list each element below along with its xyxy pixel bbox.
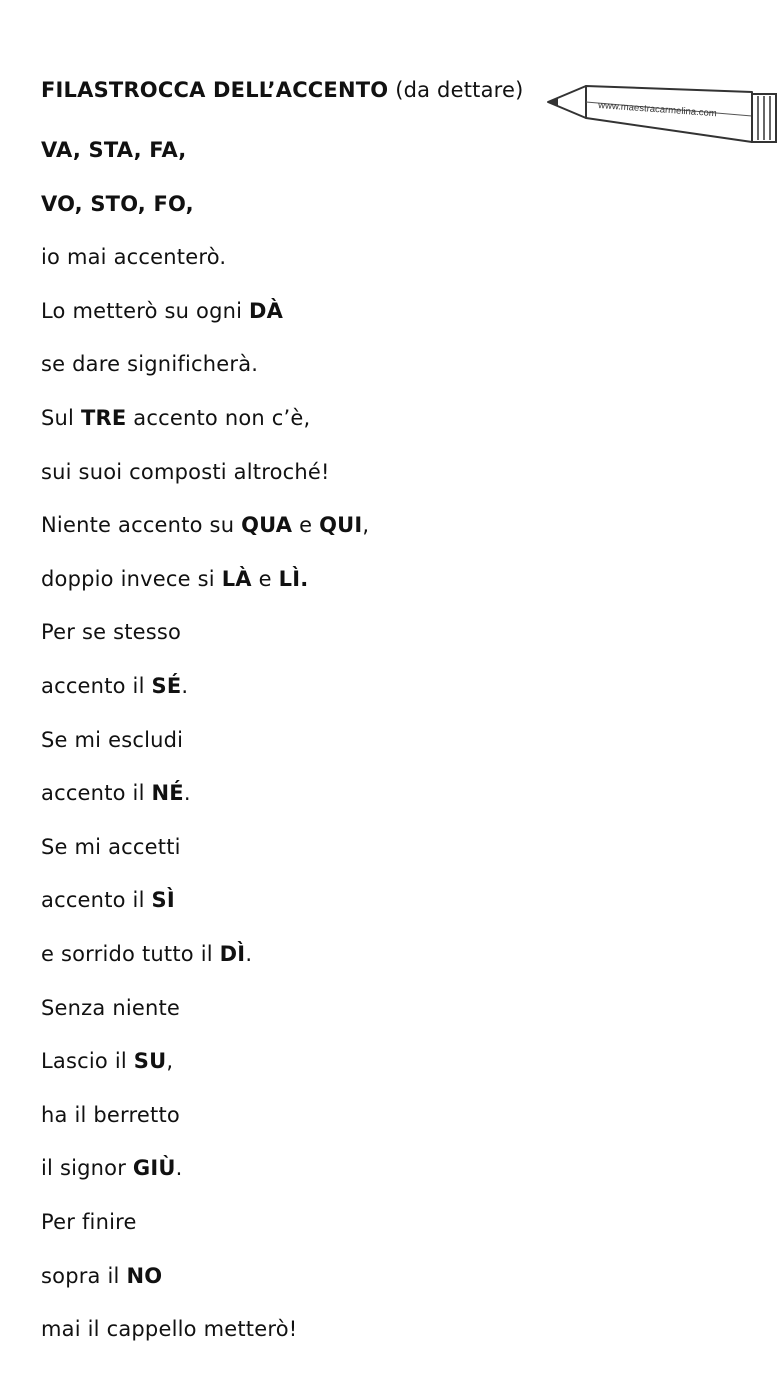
accent-word: GIÙ (132, 1156, 176, 1180)
pencil-website: www.maestracarmelina.com (597, 100, 718, 120)
poem-line (41, 619, 181, 645)
accent-word: SÉ (151, 674, 182, 698)
poem-line (41, 727, 183, 753)
poem-line (41, 941, 252, 967)
line-text: e (292, 513, 320, 537)
poem-line (41, 1048, 173, 1074)
poem-line (41, 566, 308, 592)
poem-line (41, 298, 283, 324)
accent-word: VA, STA, FA, (41, 138, 187, 162)
title-note: (da dettare) (388, 78, 524, 102)
accent-word: NO (126, 1264, 163, 1288)
line-text: io mai accenterò. (41, 245, 227, 269)
poem-line (41, 673, 188, 699)
accent-word: DÀ (249, 299, 284, 323)
line-text: Niente accento su (41, 513, 242, 537)
line-text: . (175, 1156, 183, 1180)
line-text: mai il cappello metterò! (41, 1317, 298, 1341)
line-text: . (181, 674, 189, 698)
poem-line (41, 191, 194, 217)
poem-line (41, 512, 369, 538)
accent-word: NÉ (151, 781, 184, 805)
line-text: se dare significherà. (41, 352, 259, 376)
accent-word: DÌ (219, 942, 246, 966)
line-text: Senza niente (41, 996, 181, 1020)
line-text: Se mi accetti (41, 835, 181, 859)
line-text: . (183, 781, 191, 805)
line-text: sui suoi composti altroché! (41, 460, 330, 484)
line-text: Lo metterò su ogni (41, 299, 250, 323)
poem-line (41, 405, 310, 431)
poem-line (41, 351, 258, 377)
line-text: sopra il (41, 1264, 127, 1288)
line-text: Per se stesso (41, 620, 182, 644)
line-text: Lascio il (41, 1049, 134, 1073)
accent-word: LÌ. (278, 567, 309, 591)
line-text: il signor (41, 1156, 133, 1180)
poem-line (41, 780, 191, 806)
poem-line (41, 1263, 162, 1289)
poem-line (41, 244, 226, 270)
line-text: , (166, 1049, 174, 1073)
pencil-icon (546, 80, 781, 152)
line-text: e (251, 567, 279, 591)
poem-title (41, 77, 524, 103)
accent-word: VO, STO, FO, (41, 192, 194, 216)
line-text: , (362, 513, 370, 537)
accent-word: LÀ (221, 567, 252, 591)
accent-word: SU (133, 1049, 167, 1073)
poem-line (41, 834, 181, 860)
line-text: accento il (41, 888, 152, 912)
poem-line (41, 1316, 297, 1342)
line-text: accento il (41, 674, 152, 698)
line-text: e sorrido tutto il (41, 942, 220, 966)
line-text: . (245, 942, 253, 966)
poem-line (41, 1155, 183, 1181)
line-text: Se mi escludi (41, 728, 184, 752)
poem-line (41, 995, 180, 1021)
poem-line (41, 137, 186, 163)
poem-line (41, 1102, 180, 1128)
accent-word: SÌ (151, 888, 175, 912)
title-bold: FILASTROCCA DELL’ACCENTO (41, 78, 389, 102)
line-text: accento non c’è, (126, 406, 311, 430)
accent-word: QUI (319, 513, 363, 537)
poem-line (41, 1209, 137, 1235)
line-text: Sul (41, 406, 81, 430)
line-text: Per finire (41, 1210, 137, 1234)
accent-word: QUA (241, 513, 293, 537)
line-text: accento il (41, 781, 152, 805)
line-text: ha il berretto (41, 1103, 180, 1127)
poem-line (41, 459, 330, 485)
poem-line (41, 887, 175, 913)
line-text: doppio invece si (41, 567, 222, 591)
accent-word: TRE (80, 406, 127, 430)
